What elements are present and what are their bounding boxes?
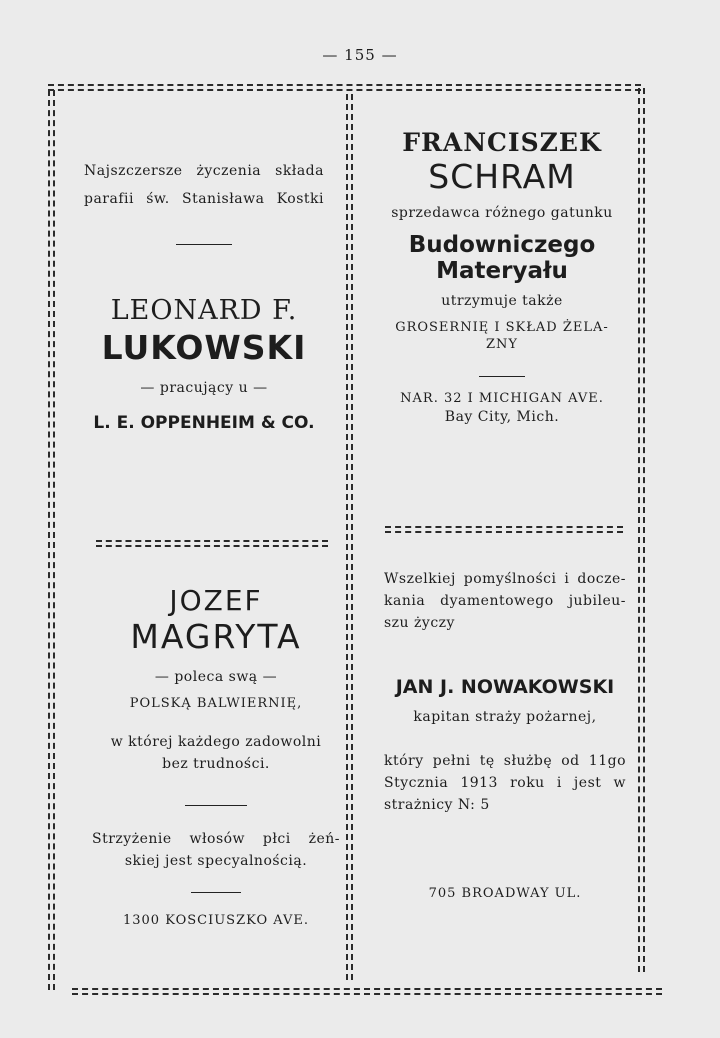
advertiser-first-name: LEONARD F. <box>110 295 298 326</box>
frame-left-border <box>48 90 55 990</box>
company-name: L. E. OPPENHEIM & CO. <box>93 413 315 433</box>
greeting-line-1: Najszczersze życzenia składa <box>84 163 324 179</box>
description-line-2: Stycznia 1913 roku i jest w <box>384 775 626 791</box>
specialty-line-2: skiej jest specyalnością. <box>124 853 308 869</box>
short-rule <box>185 805 247 806</box>
wish-line-3: szu życzy <box>384 615 455 631</box>
address: NAR. 32 I MICHIGAN AVE. <box>400 391 604 406</box>
wish-line-2: kania dyamentowego jubileu- <box>384 593 626 609</box>
seller-line: sprzedawca różnego gatunku <box>391 205 613 221</box>
recommends-label: — poleca swą — <box>154 669 278 685</box>
city: Bay City, Mich. <box>444 409 560 425</box>
advertiser-first-name: JOZEF <box>169 584 263 617</box>
advertiser-surname: MAGRYTA <box>130 617 302 656</box>
short-rule <box>176 244 232 245</box>
description-line-1: który pełni tę służbę od 11go <box>384 753 626 769</box>
right-ad-divider <box>385 526 623 533</box>
also-line: utrzymuje także <box>441 293 563 309</box>
goods-line-2: Materyału <box>436 258 568 284</box>
frame-top-border <box>48 84 641 91</box>
advertiser-name: JAN J. NOWAKOWSKI <box>395 676 615 698</box>
working-at-label: — pracujący u — <box>140 380 268 396</box>
short-rule <box>191 892 241 893</box>
description-line-1: w której każdego zadowolni <box>110 734 322 750</box>
frame-bottom-border <box>72 988 662 995</box>
short-rule <box>479 376 525 377</box>
left-ad-lukowski <box>84 160 324 433</box>
address: 1300 KOSCIUSZKO AVE. <box>122 913 310 928</box>
description-line-2: bez trudności. <box>162 756 270 772</box>
left-ad-divider <box>96 540 328 547</box>
page-number: — 155 — <box>322 46 398 64</box>
store-line-1: GROSERNIĘ I SKŁAD ŻELA- <box>395 320 609 335</box>
left-ad-magryta <box>92 584 340 928</box>
store-line-2: ZNY <box>486 337 518 352</box>
business-name: POLSKĄ BALWIERNIĘ, <box>129 696 303 711</box>
wish-line-1: Wszelkiej pomyślności i docze- <box>384 571 626 587</box>
description-line-3: strażnicy N: 5 <box>384 797 490 813</box>
frame-right-border <box>638 88 645 972</box>
goods-line-1: Budowniczego <box>408 232 596 258</box>
advertiser-first-name: FRANCISZEK <box>402 128 602 157</box>
address: 705 BROADWAY UL. <box>428 886 582 901</box>
advertiser-surname: LUKOWSKI <box>101 328 307 367</box>
title-line: kapitan straży pożarnej, <box>413 709 597 725</box>
greeting-line-2: parafii św. Stanisława Kostki <box>84 191 324 207</box>
right-ad-schram <box>380 128 624 428</box>
column-divider <box>346 94 353 980</box>
right-ad-nowakowski <box>384 568 626 901</box>
advertiser-surname: SCHRAM <box>428 157 576 196</box>
specialty-line-1: Strzyżenie włosów płci żeń- <box>92 831 340 847</box>
